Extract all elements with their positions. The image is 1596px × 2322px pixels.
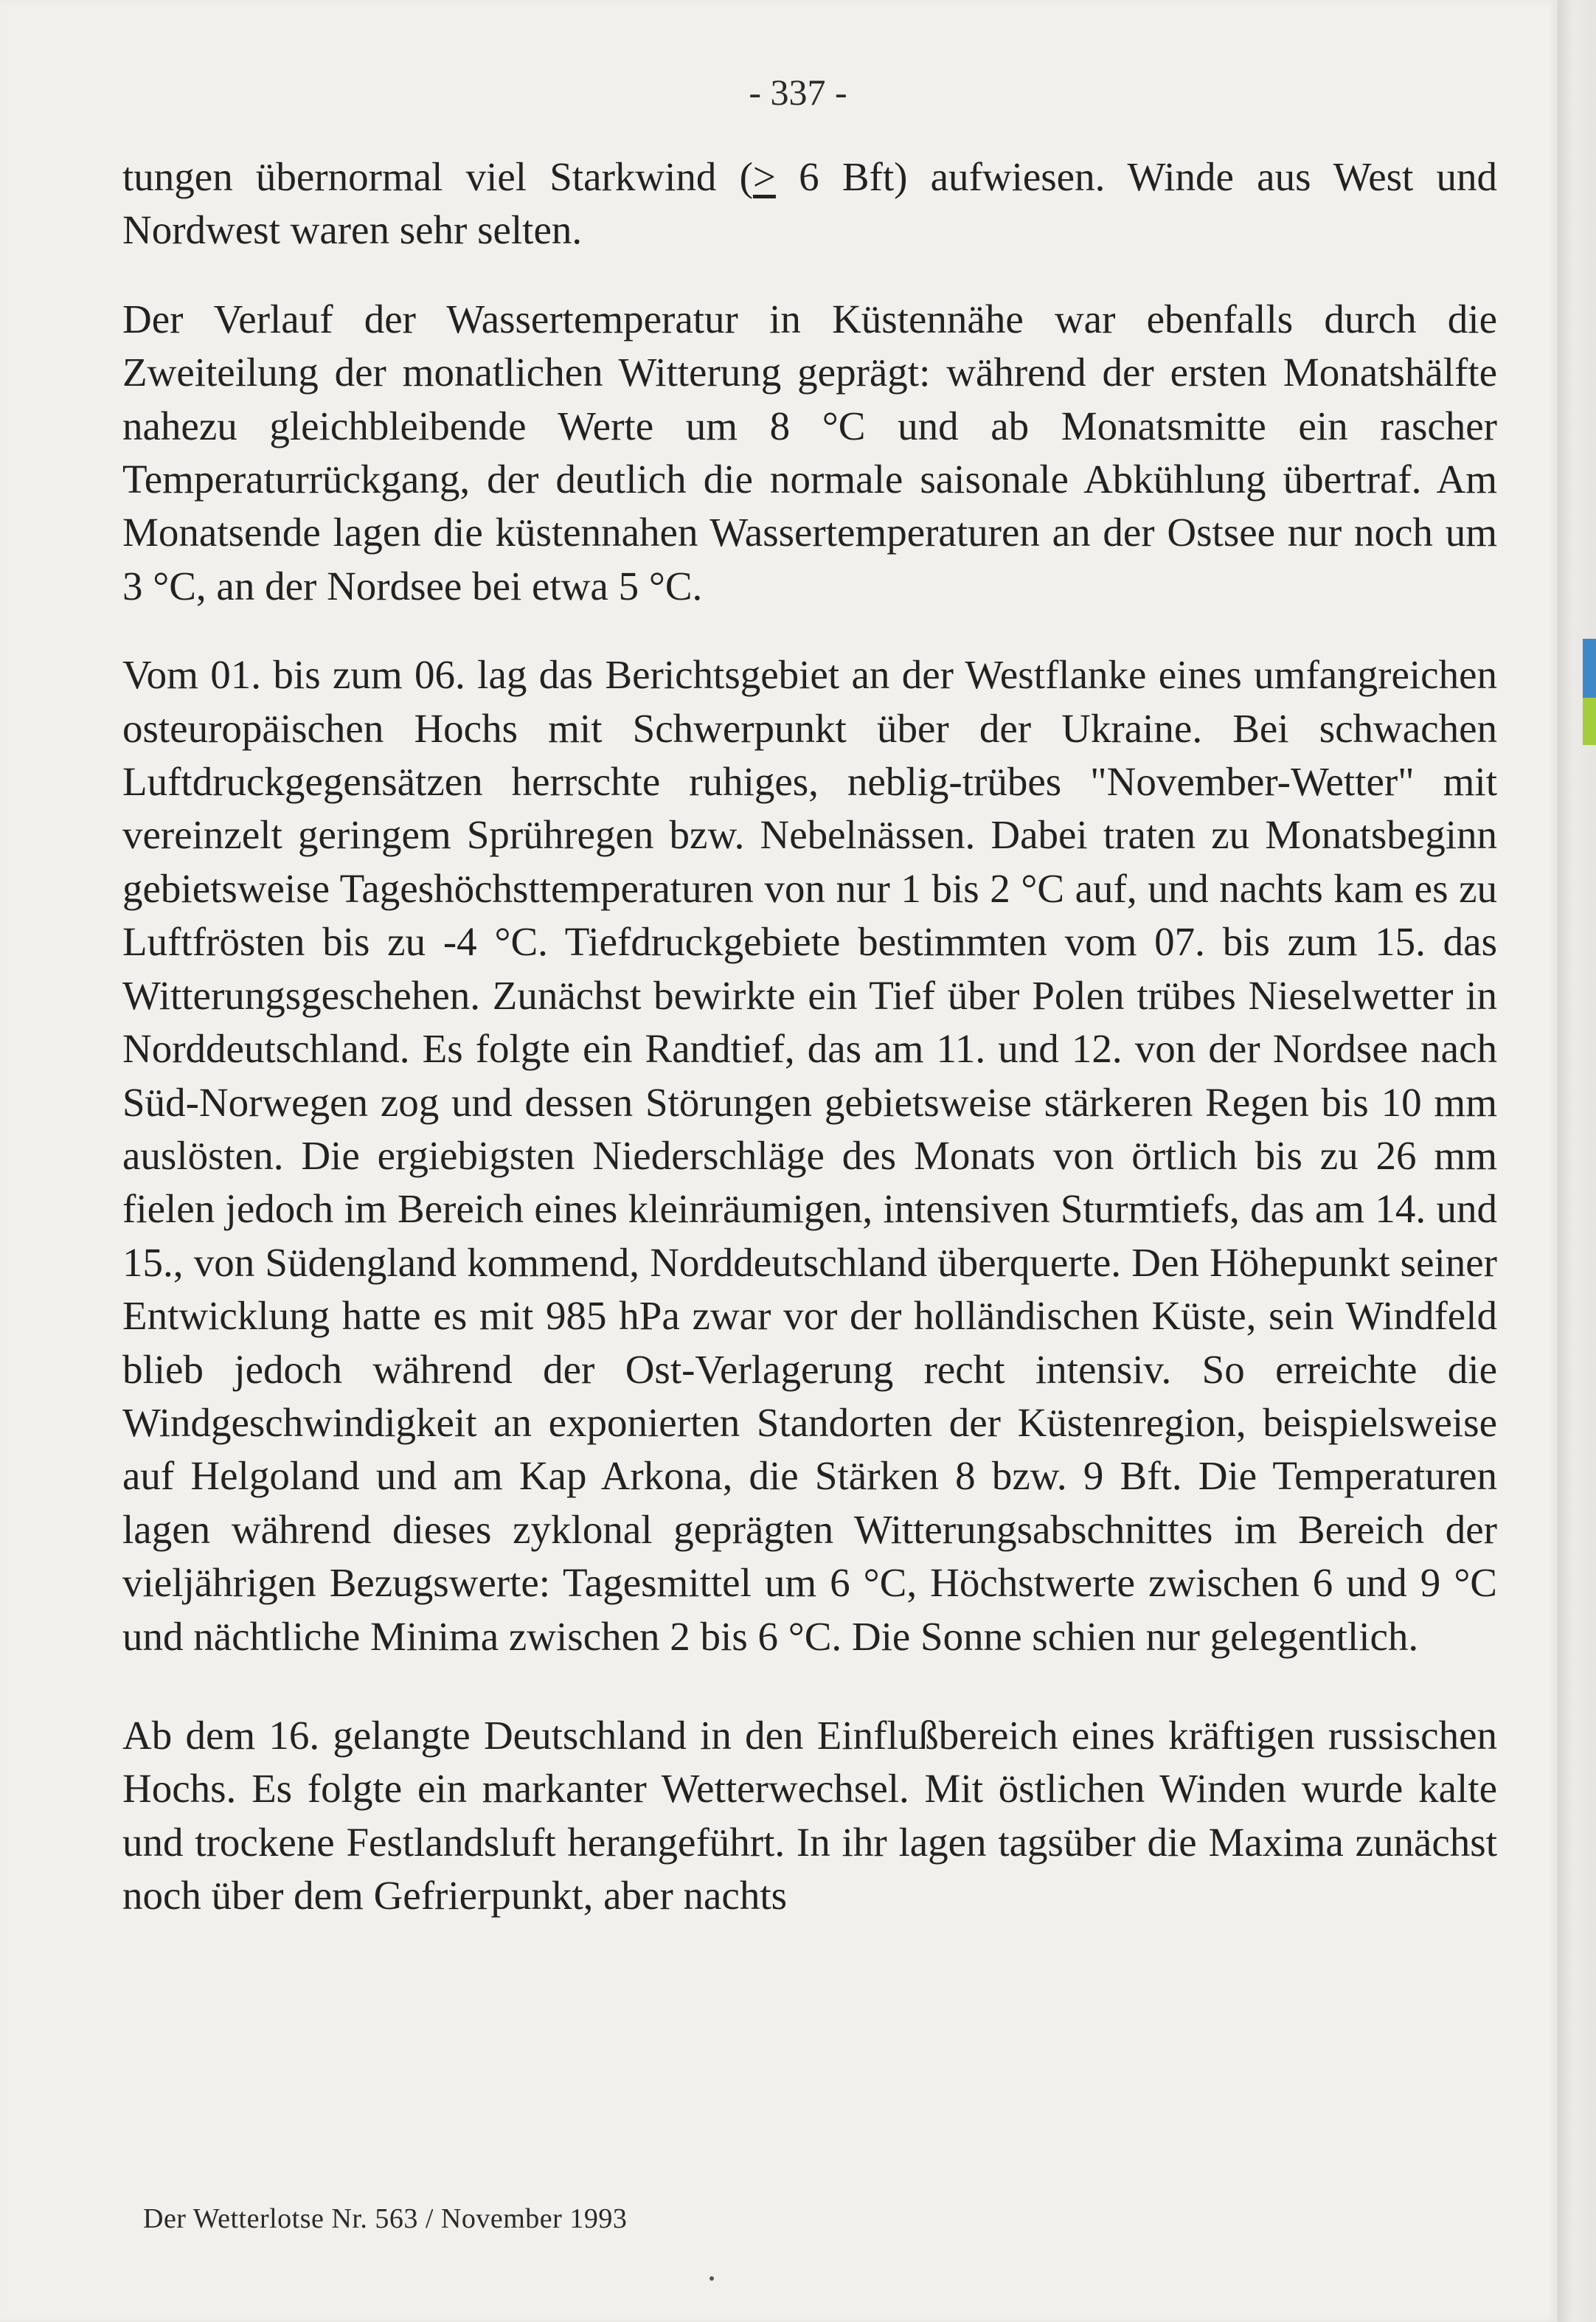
page-number: - 337 -	[749, 72, 847, 113]
body-text	[122, 150, 1497, 1923]
paragraph-4: Ab dem 16. gelangte Deutschland in den Einflußbereich eines kräftigen russischen Hochs. Es folgte ein markanter Wetterwechsel. Mit östlichen Winden wurde kalte und trockene Festlandsluft herangeführt. In ihr lagen tagsüber die Maxima zunächst noch über dem Gefrierpunkt, aber nachts	[122, 1712, 1497, 1919]
page-edge	[1558, 0, 1596, 2322]
index-tab-green	[1583, 698, 1596, 745]
paragraph-1-start: tungen übernormal viel Starkwind (	[122, 154, 753, 199]
paper-speck	[709, 2276, 714, 2281]
paragraph-1	[122, 150, 1497, 257]
greater-equal-symbol: >	[752, 154, 776, 199]
index-tab-blue	[1583, 639, 1596, 698]
paragraph-2: Der Verlauf der Wassertemperatur in Küstennähe war ebenfalls durch die Zweiteilung der monatlichen Witterung geprägt: während der ersten Monatshälfte nahezu gleichbleibende Werte um 8 °C und ab Monatsmitte ein rascher Temperaturrückgang, der deutlich die normale saisonale Abkühlung übertraf. Am Monatsende lagen die küstennahen Wassertemperaturen an der Ostsee nur noch um 3 °C, an der Nordsee bei etwa 5 °C.	[122, 296, 1497, 609]
paragraph-3: Vom 01. bis zum 06. lag das Berichtsgebiet an der Westflanke eines umfangreichen osteuropäischen Hochs mit Schwerpunkt über der Ukraine. Bei schwachen Luftdruckgegensätzen herrschte ruhiges, neblig-trübes "November-Wetter" mit vereinzelt geringem Sprühregen bzw. Nebelnässen. Dabei traten zu Monatsbeginn gebietsweise Tageshöchsttemperaturen von nur 1 bis 2 °C auf, und nachts kam es zu Luftfrösten bis zu -4 °C. Tiefdruckgebiete bestimmten vom 07. bis zum 15. das Witterungsgeschehen. Zunächst bewirkte ein Tief über Polen trübes Nieselwetter in Norddeutschland. Es folgte ein Randtief, das am 11. und 12. von der Nordsee nach Süd-Norwegen zog und dessen Störungen gebietsweise stärkeren Regen bis 10 mm auslösten. Die ergiebigsten Niederschläge des Monats von örtlich bis zu 26 mm fielen jedoch im Bereich eines kleinräumigen, intensiven Sturmtiefs, das am 14. und 15., von Südengland kommend, Norddeutschland überquerte. Den Höhepunkt seiner Entwicklung hatte es mit 985 hPa zwar vor der holländischen Küste, sein Windfeld blieb jedoch während der Ost-Verlagerung recht intensiv. So erreichte die Windgeschwindigkeit an exponierten Standorten der Küstenregion, beispielsweise auf Helgoland und am Kap Arkona, die Stärken 8 bzw. 9 Bft. Die Temperaturen lagen während dieses zyklonal geprägten Witterungsabschnittes im Bereich der vieljährigen Bezugswerte: Tagesmittel um 6 °C, Höchstwerte zwischen 6 und 9 °C und nächtliche Minima zwischen 2 bis 6 °C. Die Sonne schien nur gelegentlich.	[122, 652, 1497, 1659]
footer-citation: Der Wetterlotse Nr. 563 / November 1993	[143, 2203, 628, 2234]
paragraph-1-end: 6 Bft) aufwiesen. Winde aus West und Nordwest waren sehr selten.	[122, 154, 1497, 253]
